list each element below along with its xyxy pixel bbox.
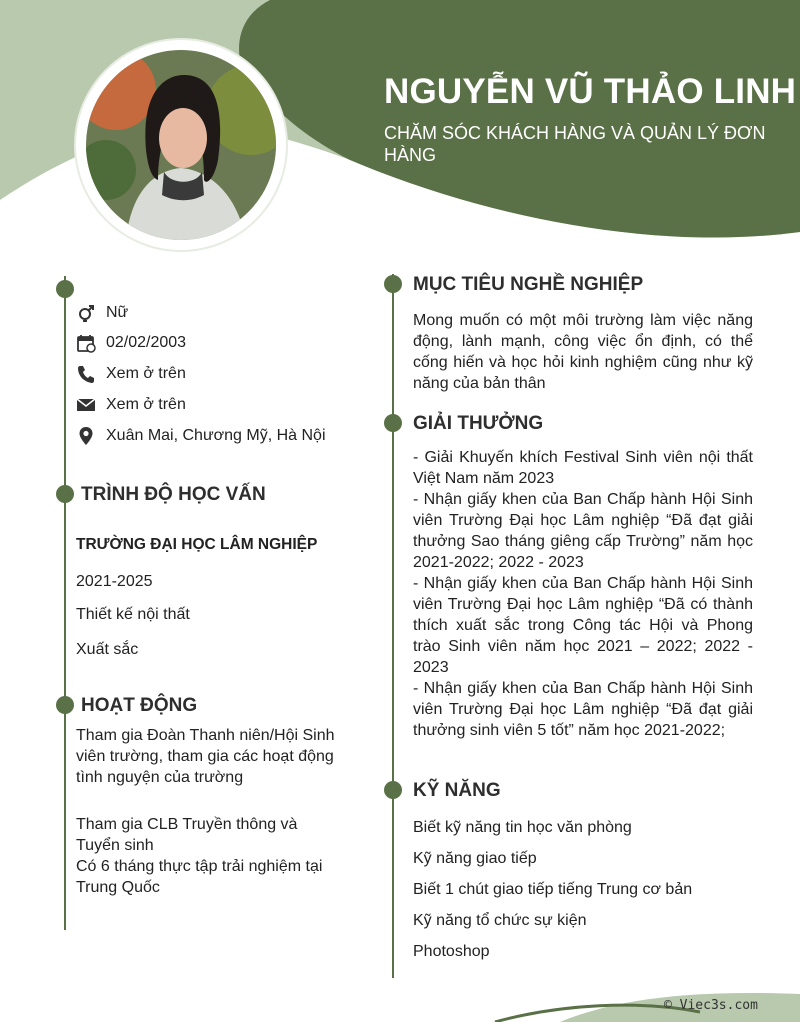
location-pin-icon: [76, 426, 96, 446]
phone-value: Xem ở trên: [106, 365, 186, 382]
gender-value: Nữ: [106, 304, 129, 321]
mail-icon: [76, 395, 96, 415]
award-item: - Nhận giấy khen của Ban Chấp hành Hội Sinh viên Trường Đại học Lâm nghiệp “Đã có thành thích xuất sắc trong Công tác Hội và Phong trào Sinh viên năm học 2021 – 2022; 2022 - 2023: [413, 575, 753, 676]
birthday-value: 02/02/2003: [106, 334, 187, 351]
avatar: [86, 50, 276, 240]
skill-item: Kỹ năng tổ chức sự kiện: [413, 912, 587, 929]
activities-heading: HOẠT ĐỘNG: [81, 695, 198, 716]
job-title: CHĂM SÓC KHÁCH HÀNG VÀ QUẢN LÝ ĐƠN HÀNG: [384, 123, 766, 165]
timeline-dot-education: [56, 485, 74, 503]
left-timeline: [64, 276, 66, 930]
education-grade: Xuất sắc: [76, 641, 139, 658]
timeline-dot-personal: [56, 280, 74, 298]
awards-heading: GIẢI THƯỞNG: [413, 413, 544, 434]
candidate-name: NGUYỄN VŨ THẢO LINH: [384, 72, 797, 111]
timeline-dot-awards: [384, 414, 402, 432]
birthday-row: [76, 331, 186, 355]
right-timeline: [392, 274, 394, 978]
awards-list: [413, 447, 753, 741]
phone-row: [76, 362, 186, 386]
skills-heading: KỸ NĂNG: [413, 780, 501, 801]
award-item: - Nhận giấy khen của Ban Chấp hành Hội Sinh viên Trường Đại học Lâm nghiệp “Đã đạt giải thưởng Sao tháng giêng cấp Trường” năm học 2021-2022; 2022 - 2023: [413, 491, 753, 571]
skill-item: Kỹ năng giao tiếp: [413, 850, 537, 867]
education-school: TRƯỜNG ĐẠI HỌC LÂM NGHIỆP: [76, 536, 318, 553]
timeline-dot-objective: [384, 275, 402, 293]
copyright-text: © Viec3s.com: [664, 998, 758, 1013]
timeline-dot-skills: [384, 781, 402, 799]
award-item: - Nhận giấy khen của Ban Chấp hành Hội Sinh viên Trường Đại học Lâm nghiệp “Đã đạt giải thưởng sinh viên 5 tốt” năm học 2021-2022;: [413, 680, 753, 739]
skill-item: Biết 1 chút giao tiếp tiếng Trung cơ bản: [413, 881, 693, 898]
profile-photo: [86, 50, 276, 240]
activity-item: Tham gia Đoàn Thanh niên/Hội Sinh viên trường, tham gia các hoạt động tình nguyện của trường: [76, 727, 335, 786]
activity-item: Tham gia CLB Truyền thông và Tuyển sinh: [76, 816, 298, 854]
address-row: [76, 424, 326, 448]
education-major: Thiết kế nội thất: [76, 606, 190, 623]
objective-heading: MỤC TIÊU NGHỀ NGHIỆP: [413, 274, 644, 295]
email-row: [76, 393, 186, 417]
education-heading: TRÌNH ĐỘ HỌC VẤN: [81, 484, 266, 505]
skill-item: Photoshop: [413, 943, 490, 960]
phone-icon: [76, 364, 96, 384]
award-item: - Giải Khuyến khích Festival Sinh viên nội thất Việt Nam năm 2023: [413, 449, 753, 487]
timeline-dot-activities: [56, 696, 74, 714]
address-value: Xuân Mai, Chương Mỹ, Hà Nội: [106, 427, 326, 444]
header-dark-wave: [239, 0, 800, 237]
gender-icon: [76, 303, 96, 323]
activity-item: Có 6 tháng thực tập trải nghiệm tại Trung Quốc: [76, 858, 323, 896]
skill-item: Biết kỹ năng tin học văn phòng: [413, 819, 632, 836]
gender-row: [76, 301, 128, 325]
email-value: Xem ở trên: [106, 396, 186, 413]
objective-text: Mong muốn có một môi trường làm việc năng động, lành mạnh, công việc ổn định, có thể cống hiến và học hỏi kinh nghiệm cũng như kỹ năng của bản thân: [413, 312, 753, 392]
calendar-icon: [76, 333, 96, 353]
education-period: 2021-2025: [76, 573, 153, 590]
